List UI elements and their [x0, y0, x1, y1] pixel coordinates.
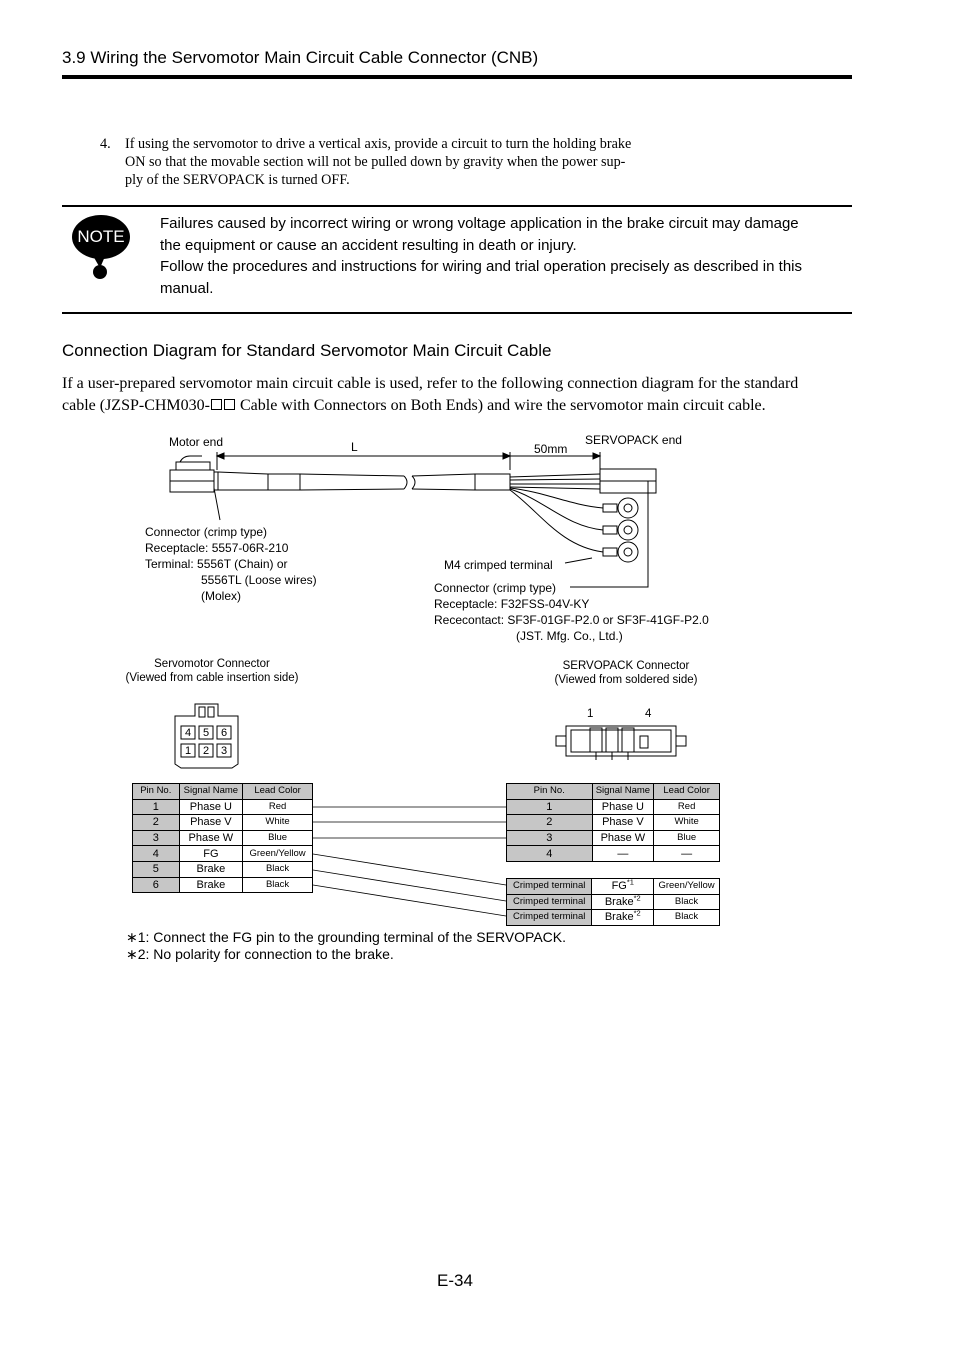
- footnote-mark: *2: [633, 893, 641, 903]
- table-row: [133, 877, 313, 893]
- header-cell: Pin No.: [133, 784, 180, 800]
- title-line: Servomotor Connector: [154, 658, 270, 670]
- motor-pin-table: [132, 783, 313, 893]
- pin-label: 5: [202, 727, 210, 739]
- color-cell: Blue: [654, 830, 720, 846]
- subtitle-line: (Viewed from soldered side): [554, 674, 698, 686]
- table-header-row: [507, 784, 720, 800]
- signal-name: FG: [611, 880, 627, 893]
- intro-line: If a user-prepared servomotor main circuit cable is used, refer to the following connection diagram for the standard: [62, 375, 799, 392]
- table-row: [507, 846, 720, 862]
- color-cell: Green/Yellow: [654, 879, 720, 895]
- note-line: Failures caused by incorrect wiring or wrong voltage application in the brake circuit may damage: [160, 215, 799, 232]
- signal-cell: Brake: [179, 877, 243, 893]
- spec-line: Rececontact: SF3F-01GF-P2.0 or SF3F-41GF-P2.0: [434, 613, 709, 627]
- m4-terminal-label: M4 crimped terminal: [444, 558, 553, 572]
- servomotor-connector-title: [113, 657, 311, 685]
- subtitle-line: (Viewed from cable insertion side): [125, 672, 299, 684]
- signal-cell: —: [592, 846, 654, 862]
- signal-cell: Brake: [179, 861, 243, 877]
- pin-label: 2: [202, 745, 210, 757]
- header-cell: Pin No.: [507, 784, 593, 800]
- signal-cell: [592, 894, 654, 910]
- page-number: E-34: [437, 1271, 473, 1290]
- pin-cell: 2: [133, 815, 180, 831]
- color-cell: Black: [654, 910, 720, 926]
- signal-cell: [592, 879, 654, 895]
- footnote: ∗2: No polarity for connection to the brake.: [126, 946, 394, 962]
- intro-line-suffix: Cable with Connectors on Both Ends) and wire the servomotor main circuit cable.: [235, 397, 766, 414]
- color-cell: Black: [243, 861, 313, 877]
- table-row: [507, 894, 720, 910]
- pin-label: 3: [220, 745, 228, 757]
- motor-end-label: Motor end: [169, 435, 224, 449]
- length-label: L: [351, 440, 358, 454]
- color-cell: Red: [654, 799, 720, 815]
- table-row: [133, 861, 313, 877]
- spec-line: Receptacle: F32FSS-04V-KY: [434, 597, 590, 611]
- pin-cell: 4: [507, 846, 593, 862]
- footnote-mark: *2: [633, 908, 641, 918]
- terminal-type-cell: Crimped terminal: [507, 879, 592, 895]
- footnote-mark: *1: [626, 877, 634, 887]
- table-row: [133, 830, 313, 846]
- section-header: 3.9 Wiring the Servomotor Main Circuit Cable Connector (CNB): [62, 48, 539, 67]
- signal-cell: Phase W: [179, 830, 243, 846]
- color-cell: White: [243, 815, 313, 831]
- table-row: [133, 799, 313, 815]
- table-row: [507, 815, 720, 831]
- table-row: [507, 879, 720, 895]
- color-cell: —: [654, 846, 720, 862]
- pin-cell: 4: [133, 846, 180, 862]
- pin-cell: 1: [133, 799, 180, 815]
- spec-line: (JST. Mfg. Co., Ltd.): [516, 629, 623, 643]
- table-row: [133, 815, 313, 831]
- pin-cell: 2: [507, 815, 593, 831]
- color-cell: Red: [243, 799, 313, 815]
- header-cell: Lead Color: [654, 784, 720, 800]
- pin-cell: 3: [133, 830, 180, 846]
- spec-line: Connector (crimp type): [434, 581, 557, 595]
- color-cell: White: [654, 815, 720, 831]
- servopack-connector-spec: [434, 580, 709, 644]
- note-line: Follow the procedures and instructions for wiring and trial operation precisely as described in this: [160, 258, 802, 275]
- servopack-pin-table: [506, 783, 720, 862]
- title-line: SERVOPACK Connector: [562, 660, 690, 672]
- color-cell: Black: [243, 877, 313, 893]
- terminal-table: [506, 878, 720, 926]
- color-cell: Black: [654, 894, 720, 910]
- pin-label: 4: [184, 727, 192, 739]
- footnote: ∗1: Connect the FG pin to the grounding terminal of the SERVOPACK.: [126, 929, 567, 945]
- note-line: the equipment or cause an accident resulting in death or injury.: [160, 236, 577, 254]
- spec-line: 5556TL (Loose wires): [201, 573, 317, 587]
- spec-line: Receptacle: 5557-06R-210: [145, 541, 289, 555]
- intro-line-prefix: cable (JZSP-CHM030-: [62, 397, 210, 414]
- pin-label: 6: [220, 727, 228, 739]
- signal-cell: Phase U: [179, 799, 243, 815]
- signal-cell: Phase W: [592, 830, 654, 846]
- spec-line: (Molex): [201, 589, 242, 603]
- signal-cell: FG: [179, 846, 243, 862]
- pin-cell: 6: [133, 877, 180, 893]
- terminal-type-cell: Crimped terminal: [507, 894, 592, 910]
- motor-connector-spec: [145, 524, 317, 604]
- pin-cell: 3: [507, 830, 593, 846]
- signal-cell: Phase U: [592, 799, 654, 815]
- color-cell: Blue: [243, 830, 313, 846]
- table-row: [507, 910, 720, 926]
- spec-line: Connector (crimp type): [145, 525, 268, 539]
- pin-label: 4: [645, 708, 652, 720]
- signal-cell: Phase V: [592, 815, 654, 831]
- header-cell: Signal Name: [179, 784, 243, 800]
- table-header-row: [133, 784, 313, 800]
- terminal-type-cell: Crimped terminal: [507, 910, 592, 926]
- step-line: ON so that the movable section will not be pulled down by gravity when the power sup-: [125, 154, 626, 170]
- step-line: If using the servomotor to drive a vertical axis, provide a circuit to turn the holding brake: [125, 136, 632, 152]
- header-cell: Signal Name: [592, 784, 654, 800]
- spec-line: Terminal: 5556T (Chain) or: [145, 557, 288, 571]
- pin-label: 1: [587, 708, 594, 720]
- pin-cell: 5: [133, 861, 180, 877]
- dimension-50mm-label: 50mm: [534, 442, 568, 456]
- signal-cell: Phase V: [179, 815, 243, 831]
- pin-label: 1: [184, 745, 192, 757]
- table-row: [507, 799, 720, 815]
- table-row: [133, 846, 313, 862]
- signal-name: Brake: [604, 895, 634, 908]
- servopack-end-label: SERVOPACK end: [585, 433, 682, 447]
- color-cell: Green/Yellow: [243, 846, 313, 862]
- step-number: 4.: [100, 136, 111, 152]
- pin-cell: 1: [507, 799, 593, 815]
- table-row: [507, 830, 720, 846]
- section-heading: Connection Diagram for Standard Servomotor Main Circuit Cable: [62, 341, 552, 360]
- header-cell: Lead Color: [243, 784, 313, 800]
- servopack-connector-title: [527, 659, 725, 687]
- signal-name: Brake: [604, 911, 634, 924]
- signal-cell: [592, 910, 654, 926]
- note-line: manual.: [160, 279, 214, 297]
- step-line: ply of the SERVOPACK is turned OFF.: [125, 172, 350, 188]
- note-badge-label: NOTE: [77, 227, 125, 246]
